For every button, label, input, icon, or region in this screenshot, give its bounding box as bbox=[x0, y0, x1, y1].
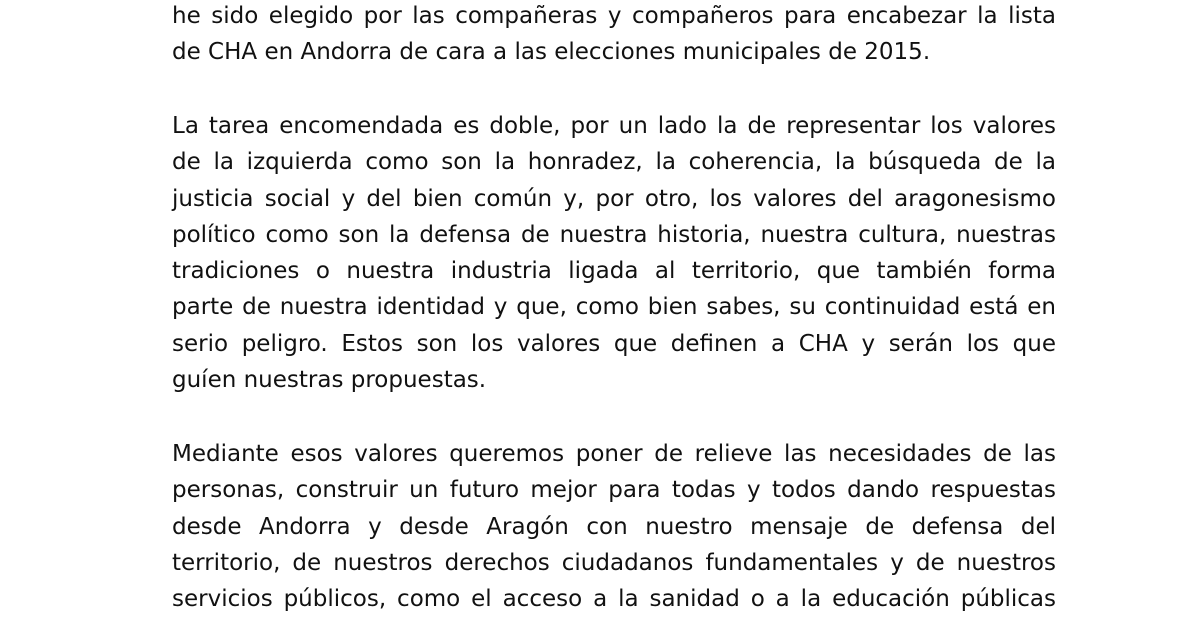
paragraph-3 bbox=[172, 436, 1056, 617]
text-line: guíen nuestras propuestas. bbox=[172, 367, 487, 394]
text-line: desde Andorra y desde Aragón con nuestro mensaje de defensa del bbox=[172, 513, 1056, 540]
paragraph-2 bbox=[172, 108, 1056, 398]
text-line: parte de nuestra identidad y que, como bien sabes, su continuidad está en bbox=[172, 294, 1056, 321]
text-line: tradiciones o nuestra industria ligada al territorio, que también forma bbox=[172, 258, 1056, 285]
text-line: serio peligro. Estos son los valores que definen a CHA y serán los que bbox=[172, 330, 1056, 357]
text-line: de CHA en Andorra de cara a las elecciones municipales de 2015. bbox=[172, 39, 931, 66]
text-line: he sido elegido por las compañeras y compañeros para encabezar la lista bbox=[172, 3, 1056, 29]
text-line: Mediante esos valores queremos poner de relieve las necesidades de las bbox=[172, 441, 1056, 467]
text-line: servicios públicos, como el acceso a la sanidad o a la educación públicas bbox=[172, 586, 1056, 613]
text-line: político como son la defensa de nuestra historia, nuestra cultura, nuestras bbox=[172, 221, 1056, 248]
text-line: La tarea encomendada es doble, por un lado la de representar los valores bbox=[172, 113, 1056, 139]
text-line: de la izquierda como son la honradez, la coherencia, la búsqueda de la bbox=[172, 149, 1056, 176]
text-line: personas, construir un futuro mejor para todas y todos dando respuestas bbox=[172, 477, 1056, 504]
paragraph-1 bbox=[172, 0, 1056, 71]
text-line: territorio, de nuestros derechos ciudadanos fundamentales y de nuestros bbox=[172, 549, 1056, 576]
text-line: justicia social y del bien común y, por otro, los valores del aragonesismo bbox=[172, 185, 1056, 212]
